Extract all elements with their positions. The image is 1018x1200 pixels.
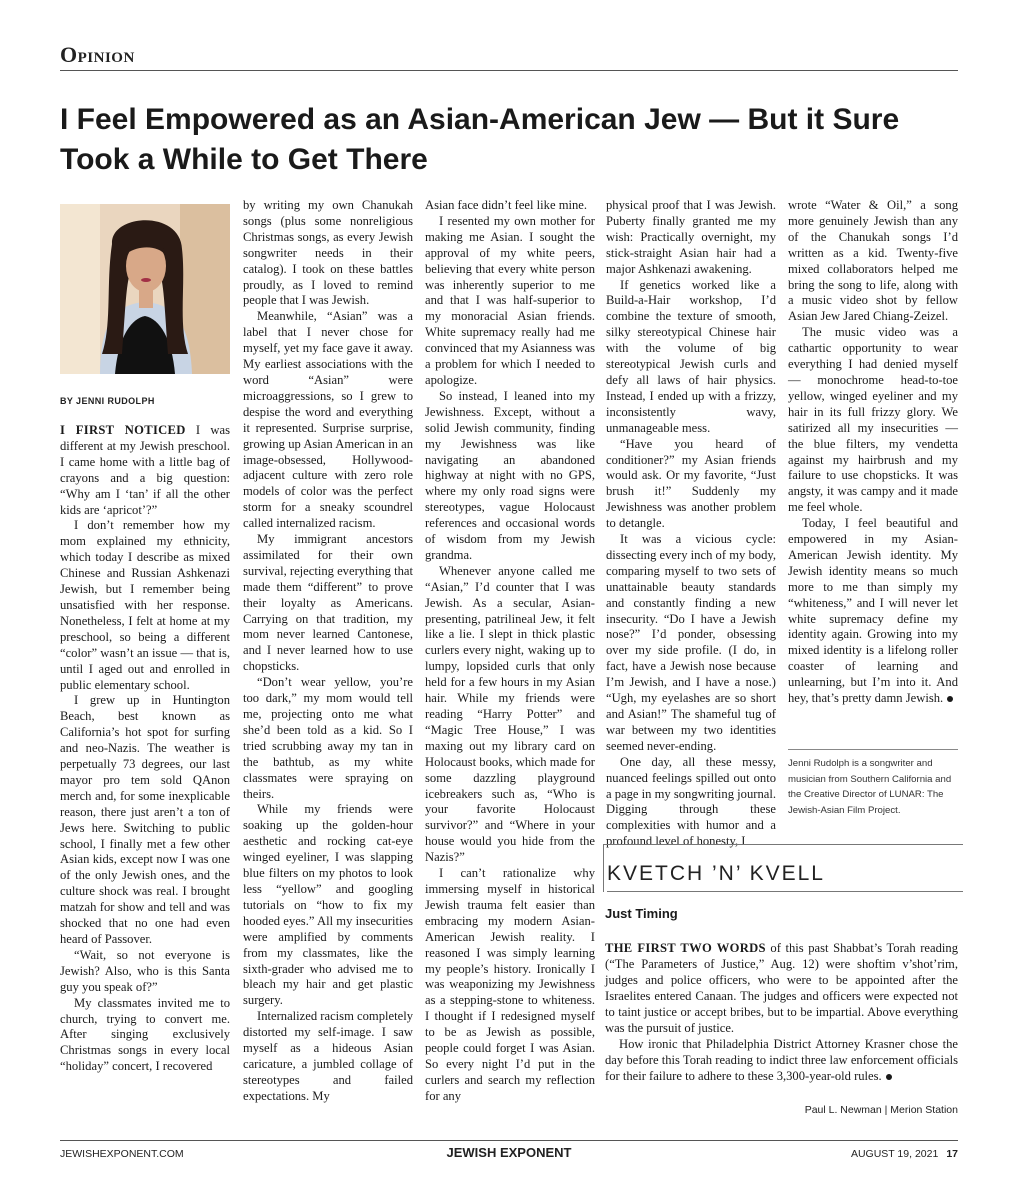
section-divider [60, 70, 958, 71]
article-column-2 [243, 198, 413, 1105]
lead-in: I FIRST NOTICED [60, 423, 186, 437]
footer-date: AUGUST 19, 2021 [850, 1148, 939, 1160]
article-column-4 [606, 198, 776, 850]
paragraph: Asian face didn’t feel like mine. [425, 198, 588, 212]
letter-signature: Paul L. Newman | Merion Station [804, 1104, 958, 1116]
paragraph: So instead, I leaned into my Jewishness. Except, without a solid Jewish community, finding my Jewishness was like navigating an abandoned highway at night with no GPS, where my only road signs were stereotypes, vague Holocaust references and occasional words of wisdom from my Jewish grandma. [425, 388, 595, 562]
author-bio: Jenni Rudolph is a songwriter and musician from Southern California and the Creative Director of LUNAR: The Jewish-Asian Film Project. [788, 749, 958, 818]
article-headline: I Feel Empowered as an Asian-American Jew — But it Sure Took a While to Get There [60, 103, 900, 176]
paragraph: “Have you heard of conditioner?” my Asian friends would ask. Or my favorite, “Just brush it!” Suddenly my Jewishness was another problem to detangle. [606, 436, 776, 531]
paragraph: Whenever anyone called me “Asian,” I’d counter that I was Jewish. As a secular, Asian-presenting, patrilineal Jew, it felt like a lie. I slept in thick plastic curlers every night, waking up to lumpy, lopsided curls that only held for a few hours in my Asian hair. While my friends were reading “Harry Potter” and “Magic Tree House,” I was maxing out my library card on Holocaust books, which made for some dazzling playground icebreakers such as, “Who is your favorite Holocaust survivor?” and “Where in your house would you hide from the Nazis?” [425, 563, 595, 865]
article-column-3 [425, 198, 595, 1105]
paragraph: I grew up in Huntington Beach, best known as California’s hot spot for surfing and neo-Nazis. The weather is perpetually 73 degrees, our last mayor pro tem sold QAnon merch and, for some inexplicable reason, there just aren’t a ton of Jews here. Switching to public school, I finally met a few other Asian kids, except now I was one of the only Jewish ones, and the culture shock was real. I brought matzah for show and tell and was shocked that no one had even heard of Passover. [60, 693, 230, 946]
paragraph: My classmates invited me to church, trying to convert me. After singing exclusively Christmas songs in every local “holiday” concert, I recovered [60, 995, 230, 1074]
footer-publication: JEWISH EXPONENT [446, 1145, 572, 1160]
paragraph-text: I was different at my Jewish preschool. I came home with a little bag of crayons and a big question: “Why am I ‘tan’ if all the other kids are ‘apricot’?” [60, 423, 231, 517]
end-of-article-mark [947, 696, 953, 702]
author-portrait-illustration [60, 204, 230, 374]
kvetch-title: KVETCH ’N’ KVELL [607, 862, 825, 885]
paragraph: Meanwhile, “Asian” was a label that I never chose for myself, yet my face gave it away. My earliest associations with the word “Asian” were microaggressions, so I grew to despise the word and everything it represented. Surprise surprise, growing up Asian American in an image-obsessed, Hollywood-adjacent culture with zero role models of color was the perfect storm for a sneaky scoundrel called internalized racism. [243, 309, 413, 531]
paragraph: It was a vicious cycle: dissecting every inch of my body, comparing myself to two sets of unattainable beauty standards and constantly finding a new insecurity. “Do I have a Jewish nose?” I’d ponder, obsessing over my side profile. (I do, in fact, have a Jewish nose because I’m Jewish, and I have a nose.) “Ugh, my eyelashes are so short and Asian!” The shameful tug of war between my two identities seemed never-ending. [606, 532, 776, 753]
paragraph: I don’t remember how my mom explained my ethnicity, which today I describe as mixed Chinese and Russian Ashkenazi Jewish, but I remember being unsatisfied with her response. Nonetheless, I felt at home at my preschool, so being a different “color” wasn’t an issue — that is, until I aged out and enrolled in public elementary school. [60, 518, 230, 692]
page-number: 17 [946, 1148, 958, 1160]
paragraph: If genetics worked like a Build-a-Hair workshop, I’d combine the texture of smooth, silky stereotypical Chinese hair with the volume of big stereotypical Jewish curls and defy all laws of hair physics. Instead, I ended up with a frizzy, inconsistently wavy, unmanageable mess. [606, 277, 776, 435]
author-photo [60, 204, 230, 374]
paragraph: I can’t rationalize why immersing myself in historical Jewish trauma felt easier than embracing my modern Asian-American Jewish reality. I reasoned I was simply learning my people’s history. Ironically I was weaponizing my Jewishness as a stepping-stone to whiteness. I thought if I redesigned myself to be as Jewish as possible, people could forget I was Asian. So every night I’d put in the curlers and search my reflection for any [425, 866, 595, 1103]
paragraph-text: of this past Shabbat’s Torah reading (“The Parameters of Justice,” Aug. 12) were shoftim v’shot’rim, judges and police officers, who were to be appointed after the Israelites entered Canaan. The judges and officers were expected not to taint justice or accept bribes, but to be impartial. Above everything was the pursuit of justice. [605, 941, 958, 1035]
footer-divider [60, 1140, 958, 1141]
paragraph: physical proof that I was Jewish. Puberty finally granted me my wish: Practically overnight, my stick-straight Asian hair had a major Ashkenazi awakening. [606, 198, 776, 276]
paragraph [788, 516, 958, 707]
paragraph [605, 1036, 958, 1084]
paragraph: “Don’t wear yellow, you’re too dark,” my mom would tell me, projecting onto me what she’d been told as a kid. So I tried scrubbing away my tan in the bathtub, as my white classmates were spraying on theirs. [243, 675, 413, 801]
lead-in: THE FIRST TWO WORDS [605, 941, 766, 955]
paragraph: I resented my own mother for making me Asian. I sought the approval of my white peers, believing that every white person was inherently superior to me and that I was half-superior to my monoracial Asian friends. White supremacy really had me convinced that my Asianness was a problem for which I needed to apologize. [425, 213, 595, 387]
paragraph [605, 940, 958, 1036]
paragraph: Internalized racism completely distorted my self-image. I saw myself as a hideous Asian caricature, a jumbled collage of stereotypes and failed expectations. My [243, 1009, 413, 1103]
article-column-5 [788, 198, 958, 707]
paragraph: While my friends were soaking up the golden-hour aesthetic and rocking cat-eye winged eyeliner, I was slapping blue filters on my photos to look less “yellow” and googling tutorials on “how to fix my hooded eyes.” All my insecurities were amplified by comments from my classmates, like the sixth-grader who advised me to bleach my hair and get plastic surgery. [243, 802, 413, 1008]
footer-website: JEWISHEXPONENT.COM [60, 1148, 184, 1160]
end-of-letter-mark [886, 1074, 892, 1080]
paragraph: My immigrant ancestors assimilated for their own survival, rejecting everything that made them “different” to prove their loyalty as Americans. Carrying on that tradition, my mom never learned Cantonese, and I never learned how to use chopsticks. [243, 532, 413, 674]
kvetch-section [603, 844, 963, 892]
paragraph: wrote “Water & Oil,” a song more genuinely Jewish than any of the Chanukah songs I’d written as a kid. Twenty-five mixed collaborators helped me bring the song to life, along with a music video shot by fellow Asian Jew Jared Chiang-Zeizel. [788, 198, 958, 324]
paragraph-text: Today, I feel beautiful and empowered in my Asian-American Jewish identity. My Jewish identity means so much more to me than simply my “whiteness,” and I will never let white supremacy define my identity again. Growing into my mixed identity is a lifelong roller coaster of learning and unlearning, but I’m into it. And hey, that’s pretty damn Jewish. [788, 516, 958, 706]
paragraph: by writing my own Chanukah songs (plus some nonreligious Christmas songs, as every Jewish songwriter needs in their catalog). I took on these battles proudly, as I loved to remind people that I was Jewish. [243, 198, 413, 308]
letter-subtitle: Just Timing [605, 906, 678, 921]
paragraph-text: How ironic that Philadelphia District Attorney Krasner chose the day before this Torah reading to indict three law enforcement officials for their failure to adhere to these 3,300-year-old rules. [605, 1037, 958, 1083]
section-label: Opinion [60, 42, 135, 67]
letter-body [605, 940, 958, 1084]
paragraph: The music video was a cathartic opportunity to wear everything I had denied myself — monochrome head-to-toe yellow, winged eyeliner and my hair in its full frizzy glory. We satirized all my insecurities — the blue filters, my vendetta against my hairbrush and my failure to use chopsticks. It was angsty, it was campy and it made me feel whole. [788, 325, 958, 515]
paragraph: One day, all these messy, nuanced feelings spilled out onto a page in my songwriting journal. Digging through these complexities with humor and a profound level of honesty, I [606, 754, 776, 849]
footer-date-page [851, 1148, 958, 1160]
byline: BY JENNI RUDOLPH [60, 396, 155, 406]
kvetch-divider [607, 891, 963, 892]
paragraph: “Wait, so not everyone is Jewish? Also, who is this Santa guy you speak of?” [60, 947, 230, 994]
paragraph [60, 423, 230, 518]
article-column-1 [60, 423, 230, 1075]
